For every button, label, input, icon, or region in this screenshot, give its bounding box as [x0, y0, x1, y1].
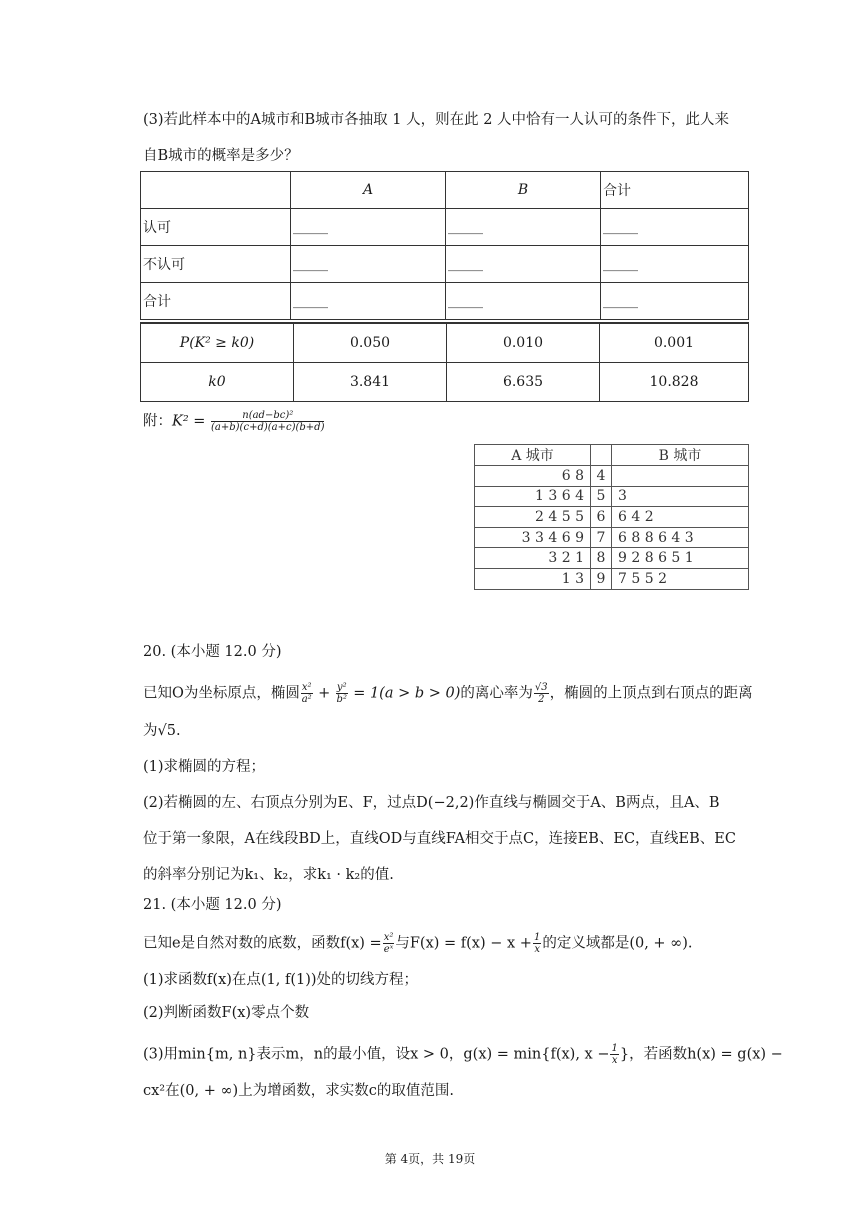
- q20-line1-c: ，椭圆的上顶点到右顶点的距离: [549, 685, 753, 702]
- q20-part1: (1)求椭圆的方程；: [143, 759, 266, 775]
- sl-stem: 9: [591, 568, 612, 589]
- kt-cell: 0.001: [600, 323, 749, 363]
- q21-part3-a: (3)用min{m, n}表示m，n的最小值，设x > 0，g(x) = min{f(x), x −: [143, 1046, 610, 1063]
- sl-left-leaves: 2 4 5 5: [475, 507, 591, 528]
- q21-part3-b: }，若函数h(x) = g(x) −: [619, 1046, 783, 1063]
- ct-blank[interactable]: [291, 283, 446, 320]
- q21-line1-c: 的定义域都是(0, + ∞).: [542, 935, 693, 952]
- q19-part3-line2: 自B城市的概率是多少？: [143, 148, 299, 164]
- formula-note: [143, 410, 325, 433]
- ellipse-x-frac: $\frac{\text{x²}}{\text{a²}}$: [301, 682, 312, 705]
- kt-cell: 6.635: [447, 363, 600, 402]
- sl-header-stem: [591, 445, 612, 466]
- ct-blank-text: _____: [603, 219, 638, 235]
- q19-part3-line1: (3)若此样本中的A城市和B城市各抽取 1 人，则在此 2 人中恰有一人认可的条件下，此人来: [143, 112, 730, 128]
- ct-header-a: A: [291, 172, 446, 209]
- ellipse-y-frac: $\frac{\text{y²}}{\text{b²}}$: [336, 682, 347, 705]
- kt-cell: 0.010: [447, 323, 600, 363]
- q21-part3-line2: cx²在(0, + ∞)上为增函数，求实数c的取值范围.: [143, 1083, 454, 1099]
- page-footer: 第 4页，共 19页: [384, 1152, 476, 1166]
- stem-leaf-plot: [474, 444, 749, 590]
- sl-left-leaves: 1 3 6 4: [475, 486, 591, 507]
- ct-blank-text: _____: [448, 219, 483, 235]
- q20-line1: 已知O为坐标原点，椭圆 $\frac{\text{x²}}{\text{a²}}$ + $\frac{\text{y²}}{\text{b²}}$ = 1(a > b > 0)的离心率为 $\frac{√3}{2}$ ，椭圆的上顶点到右顶点的距离: [143, 682, 753, 705]
- ct-blank[interactable]: [291, 209, 446, 246]
- q21-part3-line1: [143, 1043, 783, 1066]
- ct-blank-text: _____: [448, 293, 483, 309]
- formula-fraction: [211, 410, 324, 433]
- sl-left-leaves: 1 3: [475, 568, 591, 589]
- sl-left-leaves: 6 8: [475, 466, 591, 487]
- q21-header: 21. (本小题 12.0 分): [143, 897, 282, 913]
- eccentricity-frac: $\frac{√3}{2}$: [534, 682, 548, 705]
- formula-numerator: n(ad−bc)²: [211, 410, 324, 422]
- ct-row-label: 合计: [141, 283, 291, 320]
- q20-part2-line2: 位于第一象限，A在线段BD上，直线OD与直线FA相交于点C，连接EB、EC，直线EB、EC: [143, 831, 736, 847]
- ct-blank-text: _____: [448, 256, 483, 272]
- q21-part1: (1)求函数f(x)在点(1, f(1))处的切线方程；: [143, 972, 419, 988]
- q21-part2: (2)判断函数F(x)零点个数: [143, 1005, 310, 1021]
- ct-blank[interactable]: [601, 283, 749, 320]
- kt-cell: 10.828: [600, 363, 749, 402]
- sl-right-leaves: 7 5 5 2: [612, 568, 749, 589]
- ct-blank-text: _____: [603, 293, 638, 309]
- sl-stem: 4: [591, 466, 612, 487]
- sl-right-leaves: [612, 466, 749, 487]
- sl-header-left: A 城市: [475, 445, 591, 466]
- sl-right-leaves: 3: [612, 486, 749, 507]
- sl-left-leaves: 3 3 4 6 9: [475, 527, 591, 548]
- kt-cell: P(K² ≥ k0): [141, 323, 294, 363]
- q21-line1-a: 已知e是自然对数的底数，函数f(x) =: [143, 935, 382, 952]
- q20-line1-b: 的离心率为: [460, 685, 533, 702]
- kt-cell: 0.050: [294, 323, 447, 363]
- ct-blank[interactable]: [446, 246, 601, 283]
- sl-right-leaves: 9 2 8 6 5 1: [612, 548, 749, 569]
- sl-right-leaves: 6 8 8 6 4 3: [612, 527, 749, 548]
- q20-header: 20. (本小题 12.0 分): [143, 644, 282, 660]
- kt-cell: k0: [141, 363, 294, 402]
- one-over-x-frac: $\frac{1}{x}$: [533, 932, 541, 955]
- ct-header-b: B: [446, 172, 601, 209]
- q20-part2-line1: (2)若椭圆的左、右顶点分别为E、F，过点D(−2,2)作直线与椭圆交于A、B两点，且A、B: [143, 795, 720, 811]
- sl-left-leaves: 3 2 1: [475, 548, 591, 569]
- sl-stem: 5: [591, 486, 612, 507]
- ct-blank[interactable]: [601, 209, 749, 246]
- ct-row-label: 认可: [141, 209, 291, 246]
- ct-blank-text: _____: [293, 256, 328, 272]
- sl-stem: 6: [591, 507, 612, 528]
- formula-prefix: 附：: [143, 413, 172, 430]
- ct-header-total: 合计: [601, 172, 749, 209]
- ct-header-empty: [141, 172, 291, 209]
- ct-blank[interactable]: [446, 209, 601, 246]
- formula-denominator: (a+b)(c+d)(a+c)(b+d): [211, 422, 325, 433]
- contingency-table: [140, 171, 749, 320]
- sl-stem: 8: [591, 548, 612, 569]
- q20-line2: 为√5.: [143, 723, 181, 739]
- formula-lhs: K² =: [172, 413, 206, 430]
- critical-value-table: [140, 322, 749, 402]
- q21-line1-b: 与F(x) = f(x) − x +: [395, 935, 532, 952]
- fx-frac: $\frac{\text{x²}}{\text{eˣ}}$: [383, 932, 394, 955]
- q21-line1: [143, 932, 693, 955]
- ct-blank[interactable]: [291, 246, 446, 283]
- ct-blank-text: _____: [293, 219, 328, 235]
- q20-line1-a: 已知O为坐标原点，椭圆: [143, 685, 300, 702]
- q20-part2-line3: 的斜率分别记为k₁、k₂，求k₁ · k₂的值.: [143, 867, 394, 883]
- sl-header-right: B 城市: [612, 445, 749, 466]
- kt-cell: 3.841: [294, 363, 447, 402]
- sl-stem: 7: [591, 527, 612, 548]
- ct-blank[interactable]: [446, 283, 601, 320]
- ct-blank-text: _____: [603, 256, 638, 272]
- ct-row-label: 不认可: [141, 246, 291, 283]
- one-over-x-frac: $\frac{1}{x}$: [611, 1043, 618, 1066]
- sl-right-leaves: 6 4 2: [612, 507, 749, 528]
- ct-blank-text: _____: [293, 293, 328, 309]
- ct-blank[interactable]: [601, 246, 749, 283]
